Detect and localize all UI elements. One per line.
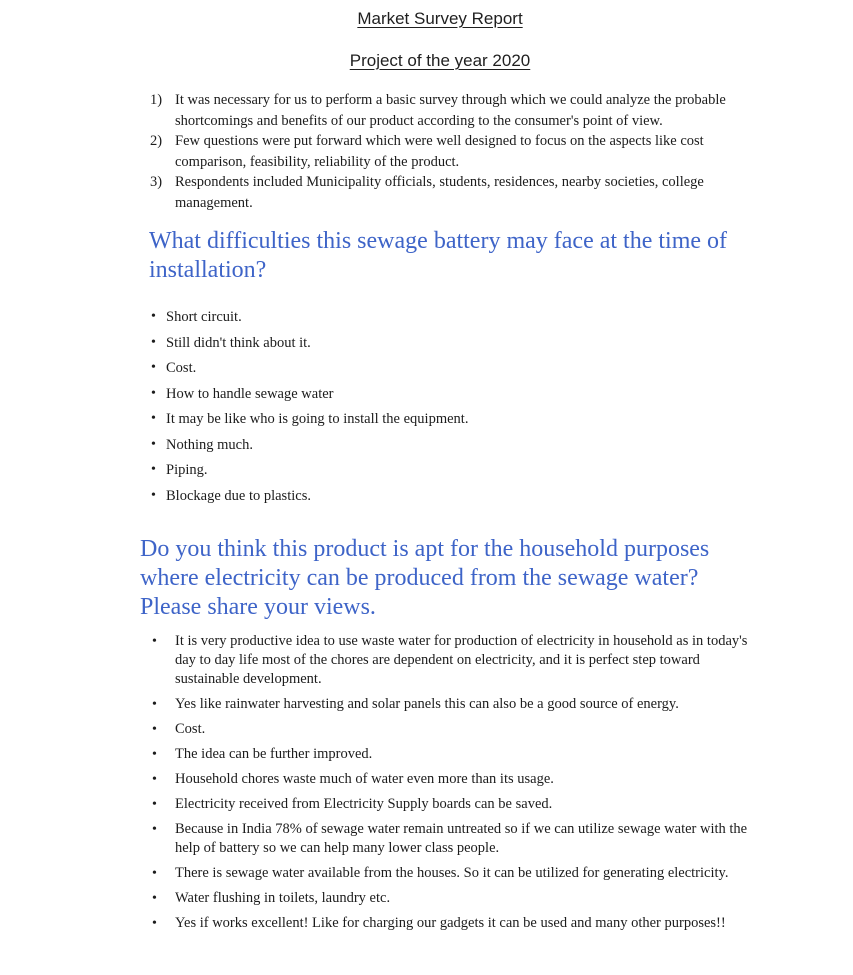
answer-bullet-item: • Blockage due to plastics. [166,486,726,507]
answer-bullet-item: • It is very productive idea to use waste water for production of electricity in household as in today's day to day life most of the chores are dependent on electricity, and it is perfect step toward sustainable development. [175,632,755,689]
answer-bullet-item: • There is sewage water available from the houses. So it can be utilized for generating electricity. [175,864,755,883]
document-title: Market Survey Report [357,9,523,28]
document-subtitle: Project of the year 2020 [349,51,531,70]
numbered-list-item: It was necessary for us to perform a basic survey through which we could analyze the probable shortcomings and benefits of our product according to the consumer's point of view. [175,92,726,129]
answer-bullet-item: • Nothing much. [166,435,726,456]
answer-bullet-item: • Still didn't think about it. [166,333,726,354]
answer-bullet-item: • Electricity received from Electricity Supply boards can be saved. [175,795,755,814]
answers-list-difficulties [166,307,726,506]
answer-bullet-item: • Water flushing in toilets, laundry etc. [175,889,755,908]
answer-bullet-item: • Short circuit. [166,307,726,328]
answer-bullet-item: • Piping. [166,460,726,481]
question-heading-difficulties: What difficulties this sewage battery may face at the time of installation? [149,228,728,283]
answers-list-household-purposes [175,632,755,933]
answer-bullet-item: • Household chores waste much of water even more than its usage. [175,770,755,789]
answer-bullet-item: • Because in India 78% of sewage water remain untreated so if we can utilize sewage water with the help of battery so we can help many lower class people. [175,820,755,858]
answer-bullet-item: • Yes like rainwater harvesting and solar panels this can also be a good source of energy. [175,695,755,714]
numbered-list-item: Few questions were put forward which were well designed to focus on the aspects like cost comparison, feasibility, reliability of the product. [175,133,704,170]
numbered-list-item: Respondents included Municipality officials, students, residences, nearby societies, college management. [175,174,704,211]
answer-bullet-item: • It may be like who is going to install the equipment. [166,409,726,430]
answer-bullet-item: • How to handle sewage water [166,384,726,405]
question-heading-household-purposes: Do you think this product is apt for the household purposes where electricity can be produced from the sewage water? Please share your views. [140,536,710,620]
answer-bullet-item: • Yes if works excellent! Like for charging our gadgets it can be used and many other purposes!! [175,914,755,933]
answer-bullet-item: • The idea can be further improved. [175,745,755,764]
answer-bullet-item: • Cost. [175,720,755,739]
intro-numbered-list [130,90,755,213]
answer-bullet-item: • Cost. [166,358,726,379]
